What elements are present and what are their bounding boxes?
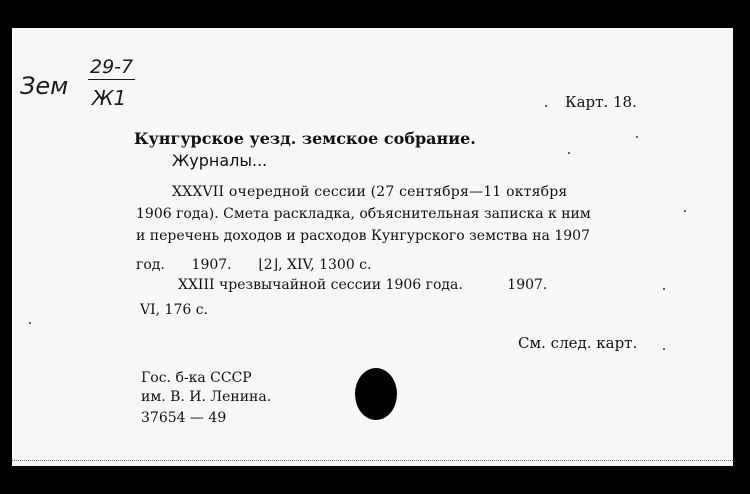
body-line-1: XXXVII очередной сессии (27 сентября—11 октября	[172, 184, 568, 200]
call-number-numerator: 29-7	[90, 56, 134, 78]
call-number-prefix: Зем	[20, 72, 69, 100]
see-next-card: См. след. карт.	[518, 334, 638, 352]
subheading: Журналы...	[172, 151, 268, 170]
speck	[684, 210, 686, 212]
body-line-6: VI, 176 с.	[140, 302, 209, 318]
speck	[545, 105, 547, 107]
library-name: Гос. б-ка СССР	[141, 370, 252, 386]
catalog-card	[12, 28, 733, 466]
body-line-3: и перечень доходов и расходов Кунгурского земства на 1907	[136, 228, 590, 244]
card-number: Карт. 18.	[565, 93, 637, 111]
speck	[663, 288, 665, 290]
stamp-number: 37654 — 49	[141, 410, 227, 426]
body-line-2: 1906 года). Смета раскладка, объяснительная записка к ним	[136, 206, 591, 222]
punch-hole	[355, 368, 397, 420]
call-number-denominator: Ж1	[92, 86, 127, 110]
card-bottom-edge	[12, 460, 733, 461]
body-line-5: XXIII чрезвычайной сессии 1906 года. 1907.	[178, 277, 548, 293]
speck	[29, 322, 31, 324]
speck	[568, 152, 570, 154]
library-dedication: им. В. И. Ленина.	[141, 389, 272, 405]
heading: Кунгурское уезд. земское собрание.	[134, 129, 476, 148]
speck	[663, 348, 665, 350]
body-line-4: год. 1907. ⌊2⌋, XIV, 1300 с.	[136, 257, 372, 273]
speck	[636, 136, 638, 138]
